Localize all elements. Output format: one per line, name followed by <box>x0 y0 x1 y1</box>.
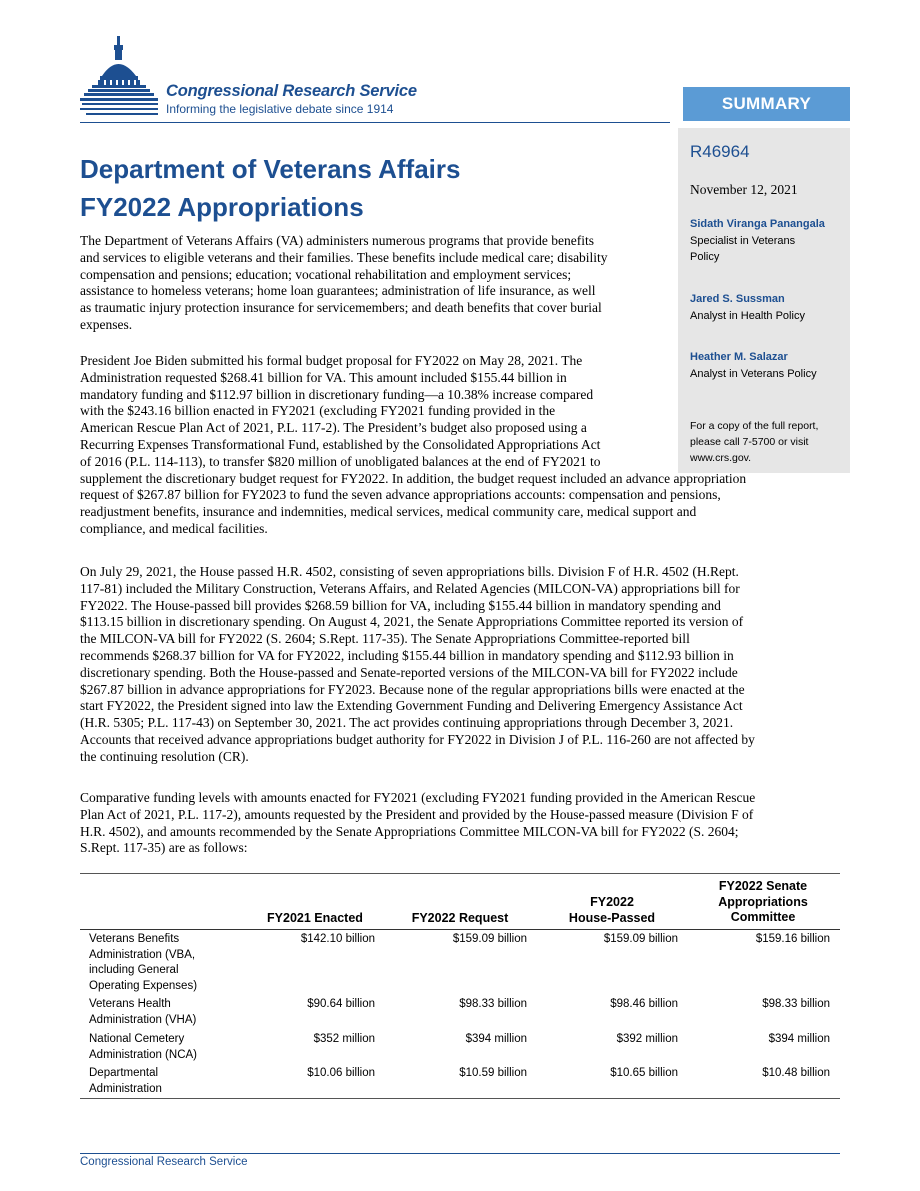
table-row-label <box>89 932 239 994</box>
row-label-line: Administration (NCA) <box>89 1048 197 1061</box>
text-line: with the $243.16 billion enacted in FY2021 (excluding FY2021 funding provided in the <box>80 403 556 419</box>
text-line: H.R. 4502), and amounts recommended by the Senate Appropriations Committee MILCON-VA bill for FY2022 (S. 2604; <box>80 823 739 839</box>
row-label-line: Veterans Health <box>89 998 171 1010</box>
column-header <box>550 895 674 926</box>
crs-capitol-dome-logo-icon <box>80 36 160 127</box>
text-line: American Rescue Plan Act of 2021, P.L. 117-2). The President’s budget also proposed using a <box>80 420 587 436</box>
table-cell: $10.48 billion <box>762 1067 830 1079</box>
column-header: FY2021 Enacted <box>267 911 363 925</box>
org-tagline: Informing the legislative debate since 1914 <box>166 102 394 116</box>
report-title <box>80 150 460 226</box>
row-label-line: Administration <box>89 1082 162 1095</box>
report-date: November 12, 2021 <box>690 182 798 197</box>
table-cell: $142.10 billion <box>300 933 375 945</box>
row-label-line: Departmental <box>89 1067 159 1079</box>
table-cell: $392 million <box>616 1033 678 1045</box>
text-line: mandatory funding and $112.97 billion in discretionary funding—a 10.38% increase compared <box>80 386 594 402</box>
report-title-line: FY2022 Appropriations <box>80 192 364 222</box>
column-header-line: Committee <box>730 910 796 924</box>
row-label-line: including General <box>89 964 179 976</box>
table-cell: $98.33 billion <box>459 998 527 1010</box>
paragraph-intro <box>80 233 675 334</box>
text-line: recommends $268.37 billion for VA for FY2022, including $155.44 billion in mandatory spending and $112.93 billion in <box>80 647 734 663</box>
text-line: S.Rept. 117-35) are as follows: <box>80 840 248 856</box>
text-line: discretionary spending. Both the House-passed and Senate-reported versions of the MILCON-VA bill for FY2022 include <box>80 664 738 680</box>
column-header-line: FY2022 <box>590 895 634 909</box>
row-label-line: Veterans Benefits <box>89 933 180 945</box>
paragraph-comparison <box>80 790 842 857</box>
text-line: expenses. <box>80 316 133 332</box>
table-cell: $10.59 billion <box>459 1067 527 1079</box>
table-cell: $98.33 billion <box>762 998 830 1010</box>
text-line: of 2016 (P.L. 114-113), to transfer $820 million of unobligated balances at the end of FY2021 to <box>80 453 601 469</box>
author-title: Policy <box>690 251 720 263</box>
text-line: compensation and pensions; education; vocational rehabilitation and employment services; <box>80 266 572 282</box>
table-cell: $394 million <box>768 1033 830 1045</box>
author-name[interactable]: Sidath Viranga Panangala <box>690 218 825 230</box>
text-line: as traumatic injury protection insurance for servicemembers; and death benefits that cover burial <box>80 300 602 316</box>
table-header-rule <box>80 929 840 930</box>
table-cell: $159.09 billion <box>452 933 527 945</box>
text-line: supplement the discretionary budget request for FY2022. In addition, the budget request included an advance appropriation <box>80 470 747 486</box>
row-label-line: National Cemetery <box>89 1033 185 1045</box>
row-label-line: Administration (VHA) <box>89 1013 197 1026</box>
author-name[interactable]: Jared S. Sussman <box>690 293 785 305</box>
footer-divider <box>80 1153 840 1154</box>
text-line: 117-81) included the Military Construction, Veterans Affairs, and Related Agencies (MILCON-VA) appropriations bill for <box>80 580 740 596</box>
table-cell: $10.65 billion <box>610 1067 678 1079</box>
text-line: compliance, and medical facilities. <box>80 520 268 536</box>
text-line: the continuing resolution (CR). <box>80 748 249 764</box>
table-cell: $159.16 billion <box>755 933 830 945</box>
row-label-line: Administration (VBA, <box>89 948 196 961</box>
copy-note-line: please call 7-5700 or visit <box>690 436 809 448</box>
text-line: Comparative funding levels with amounts enacted for FY2021 (excluding FY2021 funding provided in the American Rescue <box>80 790 756 805</box>
text-line: (H.R. 5305; P.L. 117-43) on September 30, 2021. The act provides continuing appropriations through December 3, 2021. <box>80 715 734 731</box>
table-cell: $98.46 billion <box>610 998 678 1010</box>
text-line: Administration requested $268.41 billion for VA. This amount included $155.44 billion in <box>80 369 567 385</box>
copy-note-line: For a copy of the full report, <box>690 420 819 432</box>
column-header: FY2022 Request <box>411 911 509 925</box>
text-line: readjustment benefits, insurance and indemnities, medical services, medical community care, medical support and <box>80 504 697 520</box>
text-line: $113.15 billion in discretionary spending. On August 4, 2021, the Senate Appropriations Committee reported its version of <box>80 614 744 630</box>
text-line: request of $267.87 billion for FY2023 to fund the seven advance appropriations accounts: compensation and pensions, <box>80 487 721 503</box>
text-line: Accounts that received advance appropriations budget authority for FY2022 in Division J of P.L. 116-260 are not affected by <box>80 731 755 747</box>
text-line: The Department of Veterans Affairs (VA) administers numerous programs that provide benefits <box>80 233 594 248</box>
author-block <box>690 293 805 324</box>
text-line: FY2022. The House-passed bill provides $268.59 billion for VA, including $155.44 billion in mandatory spending and <box>80 597 721 613</box>
author-block <box>690 218 825 265</box>
table-bottom-rule <box>80 1098 840 1099</box>
column-header-line: FY2022 Senate <box>718 879 808 893</box>
table-cell: $394 million <box>465 1033 527 1045</box>
org-name: Congressional Research Service <box>166 82 417 100</box>
table-row-label <box>89 1032 239 1063</box>
table-cell: $352 million <box>313 1033 375 1045</box>
column-header <box>695 879 831 926</box>
table-top-rule <box>80 873 840 874</box>
paragraph-house-senate <box>80 564 842 766</box>
summary-heading: SUMMARY <box>721 94 812 113</box>
table-cell: $10.06 billion <box>307 1067 375 1079</box>
table-row-label <box>89 1066 239 1097</box>
text-line: the MILCON-VA bill for FY2022 (S. 2604; S.Rept. 117-35). The Senate Appropriations Committee-reported bill <box>80 631 690 647</box>
table-row-label <box>89 997 239 1028</box>
text-line: On July 29, 2021, the House passed H.R. 4502, consisting of seven appropriations bills. Division F of H.R. 4502 (H.Rept. <box>80 564 739 579</box>
text-line: $267.87 billion in advance appropriations for FY2023. Because none of the regular appropriations bills were enacted at the <box>80 681 745 697</box>
text-line: Recurring Expenses Transformational Fund, established by the Consolidated Appropriations Act <box>80 436 601 452</box>
text-line: Plan Act of 2021, P.L. 117-2), amounts requested by the President and provided by the House-passed measure (Division F of <box>80 806 754 822</box>
text-line: President Joe Biden submitted his formal budget proposal for FY2022 on May 28, 2021. The <box>80 353 583 368</box>
table-cell: $159.09 billion <box>603 933 678 945</box>
text-line: and services to eligible veterans and their families. These benefits include medical care; disability <box>80 249 608 265</box>
table-cell: $90.64 billion <box>307 998 375 1010</box>
author-title: Analyst in Health Policy <box>690 310 805 322</box>
author-title: Specialist in Veterans <box>690 235 796 247</box>
row-label-line: Operating Expenses) <box>89 979 198 992</box>
footer-org-name: Congressional Research Service <box>80 1156 248 1168</box>
text-line: start FY2022, the President signed into law the Extending Government Funding and Delivering Emergency Assistance Act <box>80 698 743 714</box>
column-header-line: House-Passed <box>568 910 656 925</box>
paragraph-budget-request <box>80 353 842 538</box>
author-name[interactable]: Heather M. Salazar <box>690 351 788 363</box>
column-header-line: Appropriations <box>718 894 808 909</box>
report-number: R46964 <box>690 142 750 161</box>
report-title-line: Department of Veterans Affairs <box>80 154 461 184</box>
text-line: assistance to homeless veterans; home loan guarantees; administration of life insurance, as well <box>80 283 596 299</box>
author-title: Analyst in Veterans Policy <box>690 368 817 380</box>
crs-website-link[interactable]: www.crs.gov. <box>690 452 752 464</box>
header-divider <box>80 122 670 123</box>
